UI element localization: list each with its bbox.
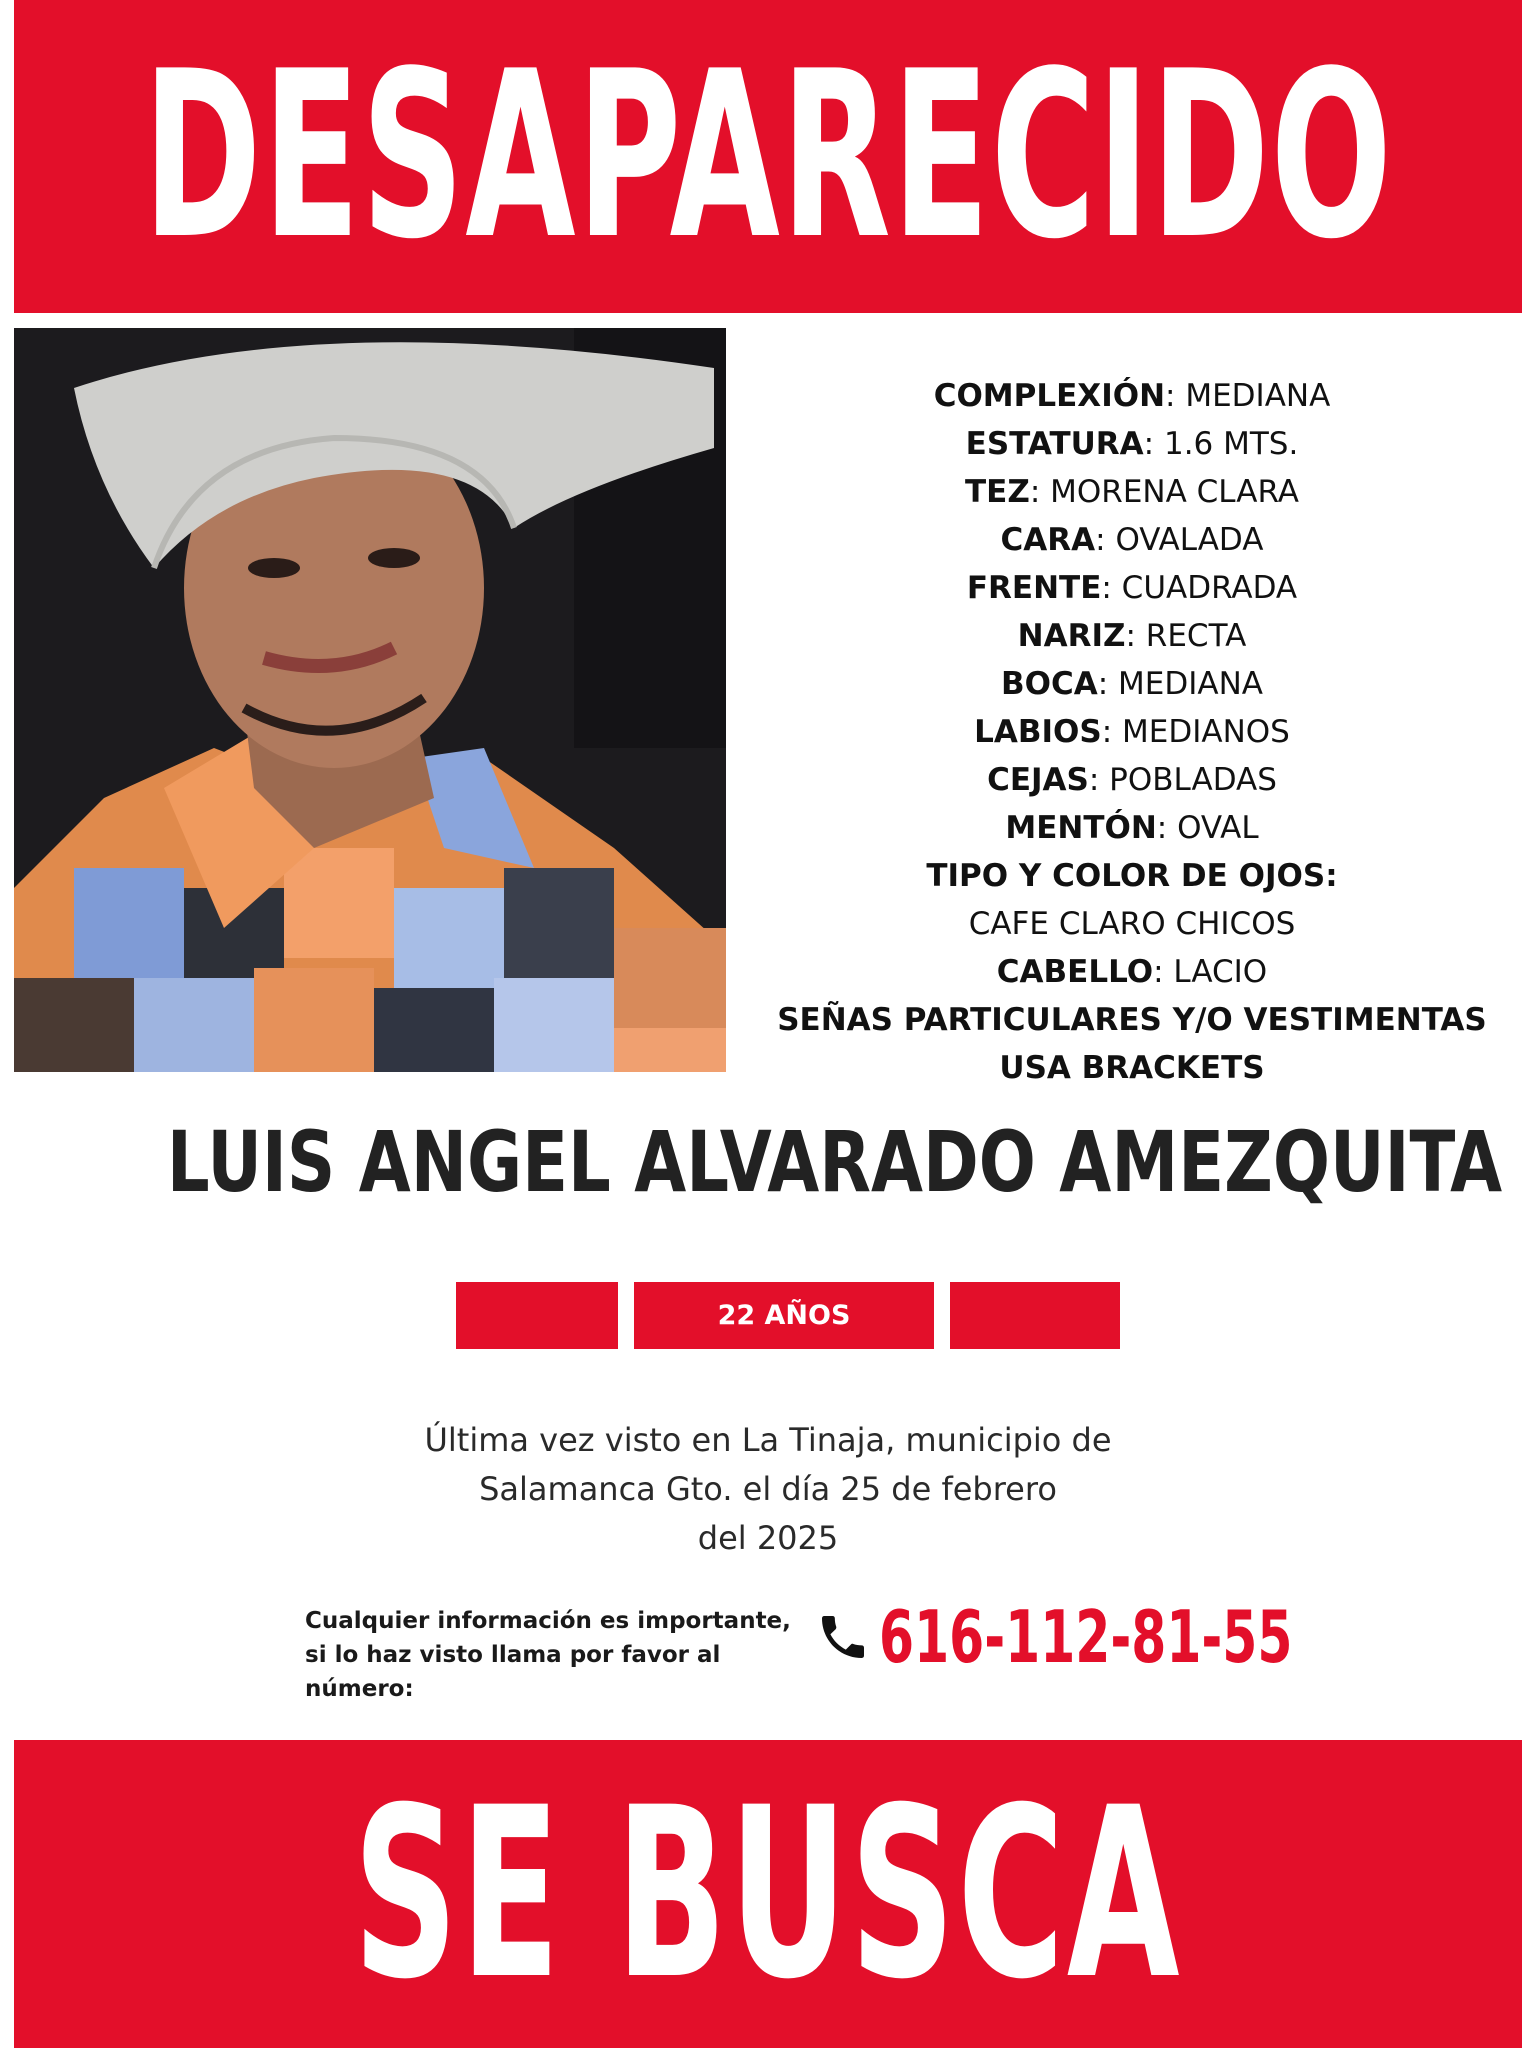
contact-info-text: Cualquier información es importante, si lo haz visto llama por favor al número: [305, 1608, 791, 1702]
age-badge: 22 AÑOS [634, 1282, 934, 1349]
feature-forehead: FRENTE: CUADRADA [966, 570, 1298, 606]
feature-skin: TEZ: MORENA CLARA [965, 474, 1299, 510]
feature-marks-label: SEÑAS PARTICULARES Y/O VESTIMENTAS [777, 1002, 1487, 1038]
physical-features [736, 372, 1528, 1092]
feature-eyes-value: CAFE CLARO CHICOS [968, 906, 1296, 942]
photo-illustration [14, 328, 726, 1072]
phone-number[interactable]: 616-112-81-55 [879, 1595, 1293, 1679]
feature-hair: CABELLO: LACIO [996, 954, 1268, 990]
phone-contact[interactable] [815, 1592, 1470, 1682]
top-banner [14, 0, 1522, 313]
feature-height: ESTATURA: 1.6 MTS. [965, 426, 1299, 462]
feature-marks-value: USA BRACKETS [999, 1050, 1265, 1086]
feature-lips: LABIOS: MEDIANOS [974, 714, 1290, 750]
feature-eyebrows: CEJAS: POBLADAS [987, 762, 1277, 798]
footer-title: SE BUSCA [353, 1757, 1183, 2031]
feature-face: CARA: OVALADA [1000, 522, 1264, 558]
feature-chin: MENTÓN: OVAL [1005, 810, 1259, 846]
person-name: LUIS ANGEL ALVARADO AMEZQUITA [166, 1113, 1503, 1211]
feature-eyes-label: TIPO Y COLOR DE OJOS: [926, 858, 1338, 894]
banner-title: DESAPARECIDO [142, 23, 1394, 290]
bottom-banner [14, 1740, 1522, 2048]
feature-mouth: BOCA: MEDIANA [1001, 666, 1263, 702]
age-bar-left [456, 1282, 618, 1349]
last-seen-text: Última vez visto en La Tinaja, municipio de Salamanca Gto. el día 25 de febrero del 2025 [424, 1421, 1112, 1557]
phone-icon [815, 1609, 871, 1665]
feature-complexion: COMPLEXIÓN: MEDIANA [933, 378, 1331, 414]
age-bar-right [950, 1282, 1120, 1349]
person-photo [14, 328, 726, 1072]
feature-nose: NARIZ: RECTA [1017, 618, 1247, 654]
